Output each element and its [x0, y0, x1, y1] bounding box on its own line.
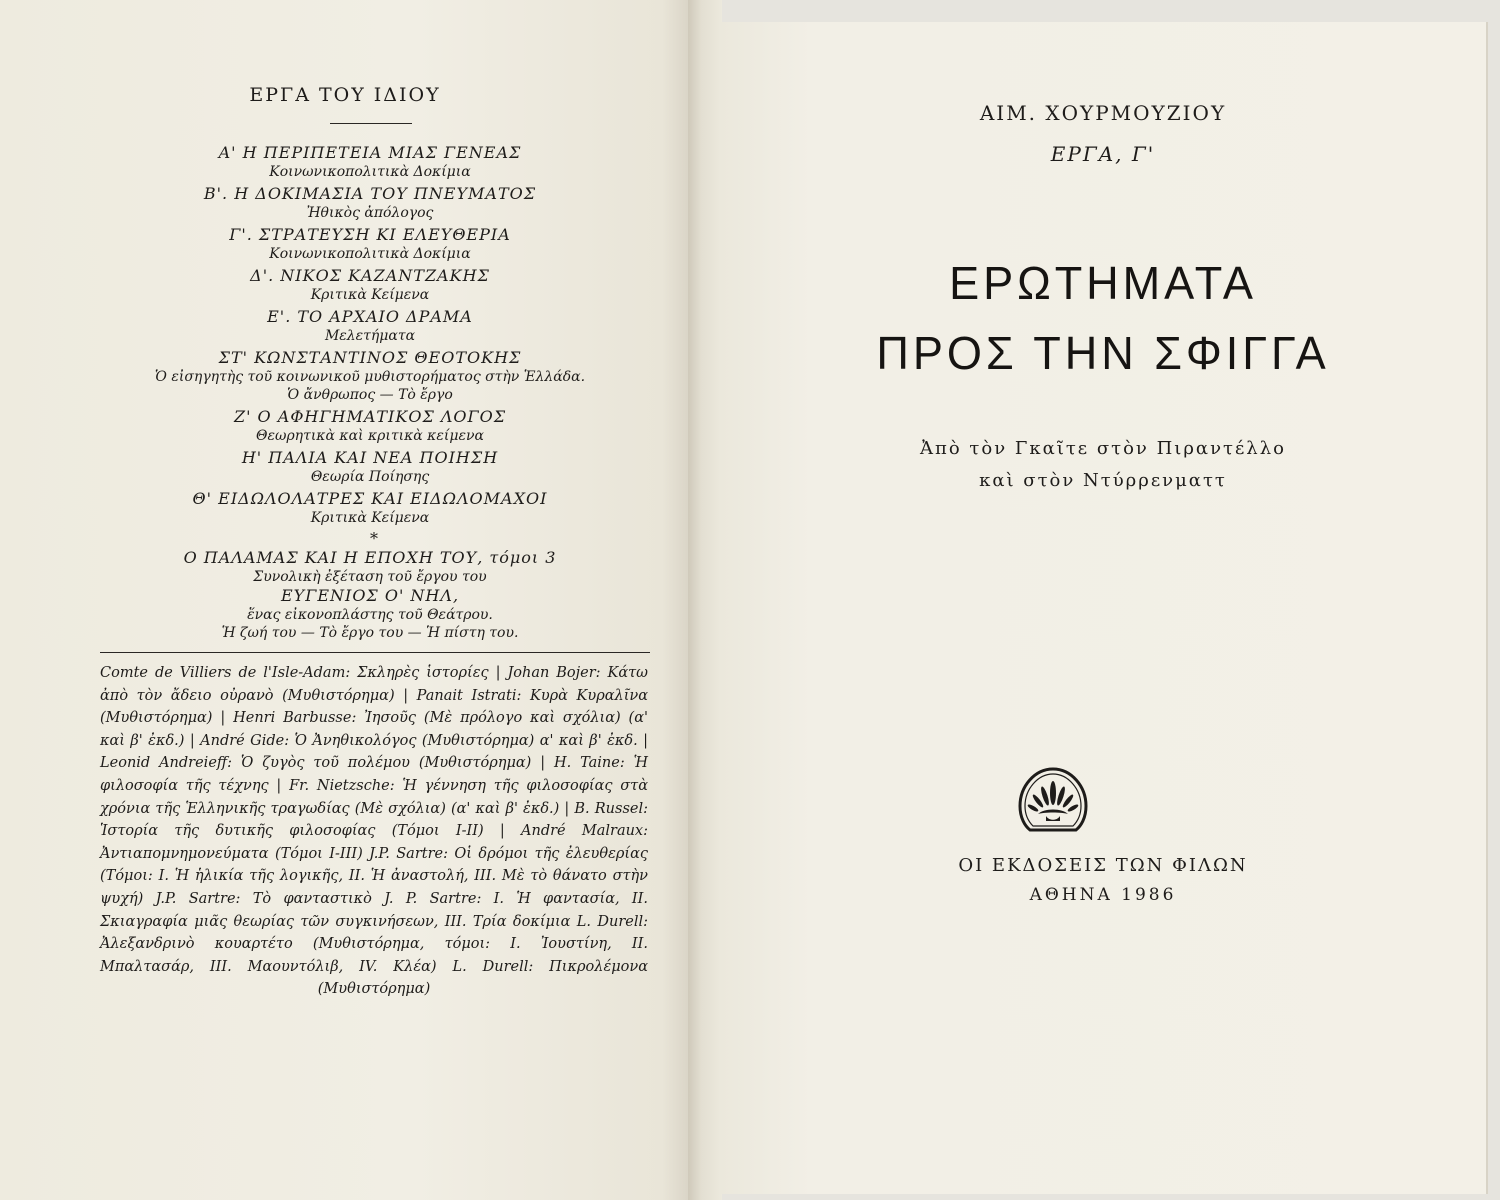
translations-paragraph: Comte de Villiers de l'Isle-Adam: Σκληρὲς ἱστορίες | Johan Bojer: Κάτω ἀπὸ τὸν ἄδειο οὐρανὸ (Μυθιστόρημα) | Panait Istrati: Κυρὰ Κυραλῖνα (Μυθιστόρημα) | Henri Barbusse: Ἰησοῦς (Μὲ πρόλογο καὶ σχόλια) (α' καὶ β' ἐκδ.) | André Gide: Ὁ Ἀνηθικολόγος (Μυθιστόρημα) α' καὶ β' ἐκδ. | Leonid Andreieff: Ὁ ζυγὸς τοῦ πολέμου (Μυθιστόρημα) | H. Taine: Ἡ φιλοσοφία τῆς τέχνης | Fr. Nietzsche: Ἡ γέννηση τῆς φιλοσοφίας στὰ χρόνια τῆς Ἑλληνικῆς τραγωδίας (Μὲ σχόλια) (α' καὶ β' ἐκδ.) | B. Russel: Ἱστορία τῆς δυτικῆς φιλοσοφίας (Τόμοι I-II) | André Malraux: Ἀντιαπομνημονεύματα (Τόμοι I-III) J.P. Sartre: Οἱ δρόμοι τῆς ἐλευθερίας (Τόμοι: I. Ἡ ἡλικία τῆς λογικῆς, II. Ἡ ἀναστολή, III. Μὲ τὸ θάνατο στὴν ψυχή) J.P. Sartre: Τὸ φανταστικὸ J. P. Sartre: I. Ἡ φαντασία, II. Σκιαγραφία μιᾶς θεωρίας τῶν συγκινήσεων, III. Τρία δοκίμια L. Durell: Ἀλεξανδρινὸ κουαρτέτο (Μυθιστόρημα, τόμοι: I. Ἰουστίνη, II. Μπαλτασάρ, III. Μαουντόλιβ, IV. Κλέα) L. Durell: Πικρολέμονα (Μυθιστόρημα) — [100, 665, 648, 998]
work-subtitle: Ὁ εἰσηγητὴς τοῦ κοινωνικοῦ μυθιστορήματος στὴν Ἑλλάδα. — [154, 369, 586, 385]
book-subtitle-line-1: Ἀπὸ τὸν Γκαῖτε στὸν Πιραντέλλο — [920, 438, 1286, 459]
work-title: Ε'. ΤΟ ΑΡΧΑΙΟ ΔΡΑΜΑ — [267, 307, 473, 326]
work-subtitle: Ἠθικὸς ἀπόλογος — [306, 205, 434, 221]
book-subtitle — [720, 433, 1486, 497]
work-entry — [120, 307, 620, 345]
work-title: Ζ' Ο ΑΦΗΓΗΜΑΤΙΚΟΣ ΛΟΓΟΣ — [233, 407, 507, 426]
work-title: Ο ΠΑΛΑΜΑΣ ΚΑΙ Η ΕΠΟΧΗ ΤΟΥ, τόμοι 3 — [183, 548, 557, 567]
work-title: Β'. Η ΔΟΚΙΜΑΣΙΑ ΤΟΥ ΠΝΕΥΜΑΤΟΣ — [203, 184, 537, 203]
work-entry — [120, 586, 620, 642]
work-title: Θ' ΕΙΔΩΛΟΛΑΤΡΕΣ ΚΑΙ ΕΙΔΩΛΟΜΑΧΟΙ — [192, 489, 548, 508]
book-title-line-1: ΕΡΩΤΗΜΑΤΑ — [949, 257, 1257, 309]
work-subtitle: ἕνας εἰκονοπλάστης τοῦ Θεάτρου. — [247, 607, 493, 623]
work-subtitle: Θεωρητικὰ καὶ κριτικὰ κείμενα — [256, 428, 484, 444]
book-gutter — [688, 0, 722, 1200]
work-entry — [120, 489, 620, 527]
work-subtitle: Θεωρία Ποίησης — [310, 469, 430, 485]
palmette-emblem-icon — [1016, 766, 1090, 834]
works-heading: ΕΡΓΑ ΤΟΥ ΙΔΙΟΥ — [249, 84, 441, 106]
work-subtitle: Κριτικὰ Κείμενα — [310, 287, 430, 303]
work-title: Γ'. ΣΤΡΑΤΕΥΣΗ ΚΙ ΕΛΕΥΘΕΡΙΑ — [229, 225, 511, 244]
work-entry — [120, 407, 620, 445]
series-label: ΕΡΓΑ, Γ' — [1050, 142, 1156, 166]
works-list — [120, 143, 620, 645]
work-title: Η' ΠΑΛΙΑ ΚΑΙ ΝΕΑ ΠΟΙΗΣΗ — [241, 448, 499, 467]
work-subtitle-2: Ἡ ζωή του — Τὸ ἔργο του — Ἡ πίστη του. — [221, 625, 519, 641]
work-entry — [120, 225, 620, 263]
publication-place-year: ΑΘΗΝΑ 1986 — [1029, 885, 1177, 905]
author-name: ΑΙΜ. ΧΟΥΡΜΟΥΖΙΟΥ — [979, 101, 1227, 125]
work-entry — [120, 448, 620, 486]
work-entry — [120, 348, 620, 404]
work-subtitle: Κριτικὰ Κείμενα — [310, 510, 430, 526]
work-subtitle: Κοινωνικοπολιτικὰ Δοκίμια — [269, 246, 471, 262]
work-title: Δ'. ΝΙΚΟΣ ΚΑΖΑΝΤΖΑΚΗΣ — [250, 266, 490, 285]
right-page — [720, 22, 1486, 1194]
work-entry — [120, 143, 620, 181]
book-subtitle-line-2: καὶ στὸν Ντύρρενματτ — [979, 470, 1227, 491]
book-title-line-2: ΠΡΟΣ ΤΗΝ ΣΦΙΓΓΑ — [876, 327, 1330, 379]
work-subtitle: Κοινωνικοπολιτικὰ Δοκίμια — [269, 164, 471, 180]
work-entry — [120, 184, 620, 222]
work-title: ΣΤ' ΚΩΝΣΤΑΝΤΙΝΟΣ ΘΕΟΤΟΚΗΣ — [218, 348, 522, 367]
work-subtitle-2: Ὁ ἄνθρωπος — Τὸ ἔργο — [287, 387, 453, 403]
work-title: ΕΥΓΕΝΙΟΣ Ο' ΝΗΛ, — [280, 586, 460, 605]
work-title: Α' Η ΠΕΡΙΠΕΤΕΙΑ ΜΙΑΣ ΓΕΝΕΑΣ — [218, 143, 522, 162]
work-entry — [120, 266, 620, 304]
work-entry — [120, 548, 620, 586]
publisher-name: ΟΙ ΕΚΔΟΣΕΙΣ ΤΩΝ ΦΙΛΩΝ — [958, 855, 1248, 876]
book-title — [728, 248, 1479, 388]
translations-rule — [100, 652, 650, 653]
heading-rule — [330, 123, 412, 124]
work-subtitle: Συνολικὴ ἐξέταση τοῦ ἔργου του — [253, 569, 487, 585]
work-subtitle: Μελετήματα — [324, 328, 416, 344]
separator-asterisk: * — [370, 529, 378, 548]
